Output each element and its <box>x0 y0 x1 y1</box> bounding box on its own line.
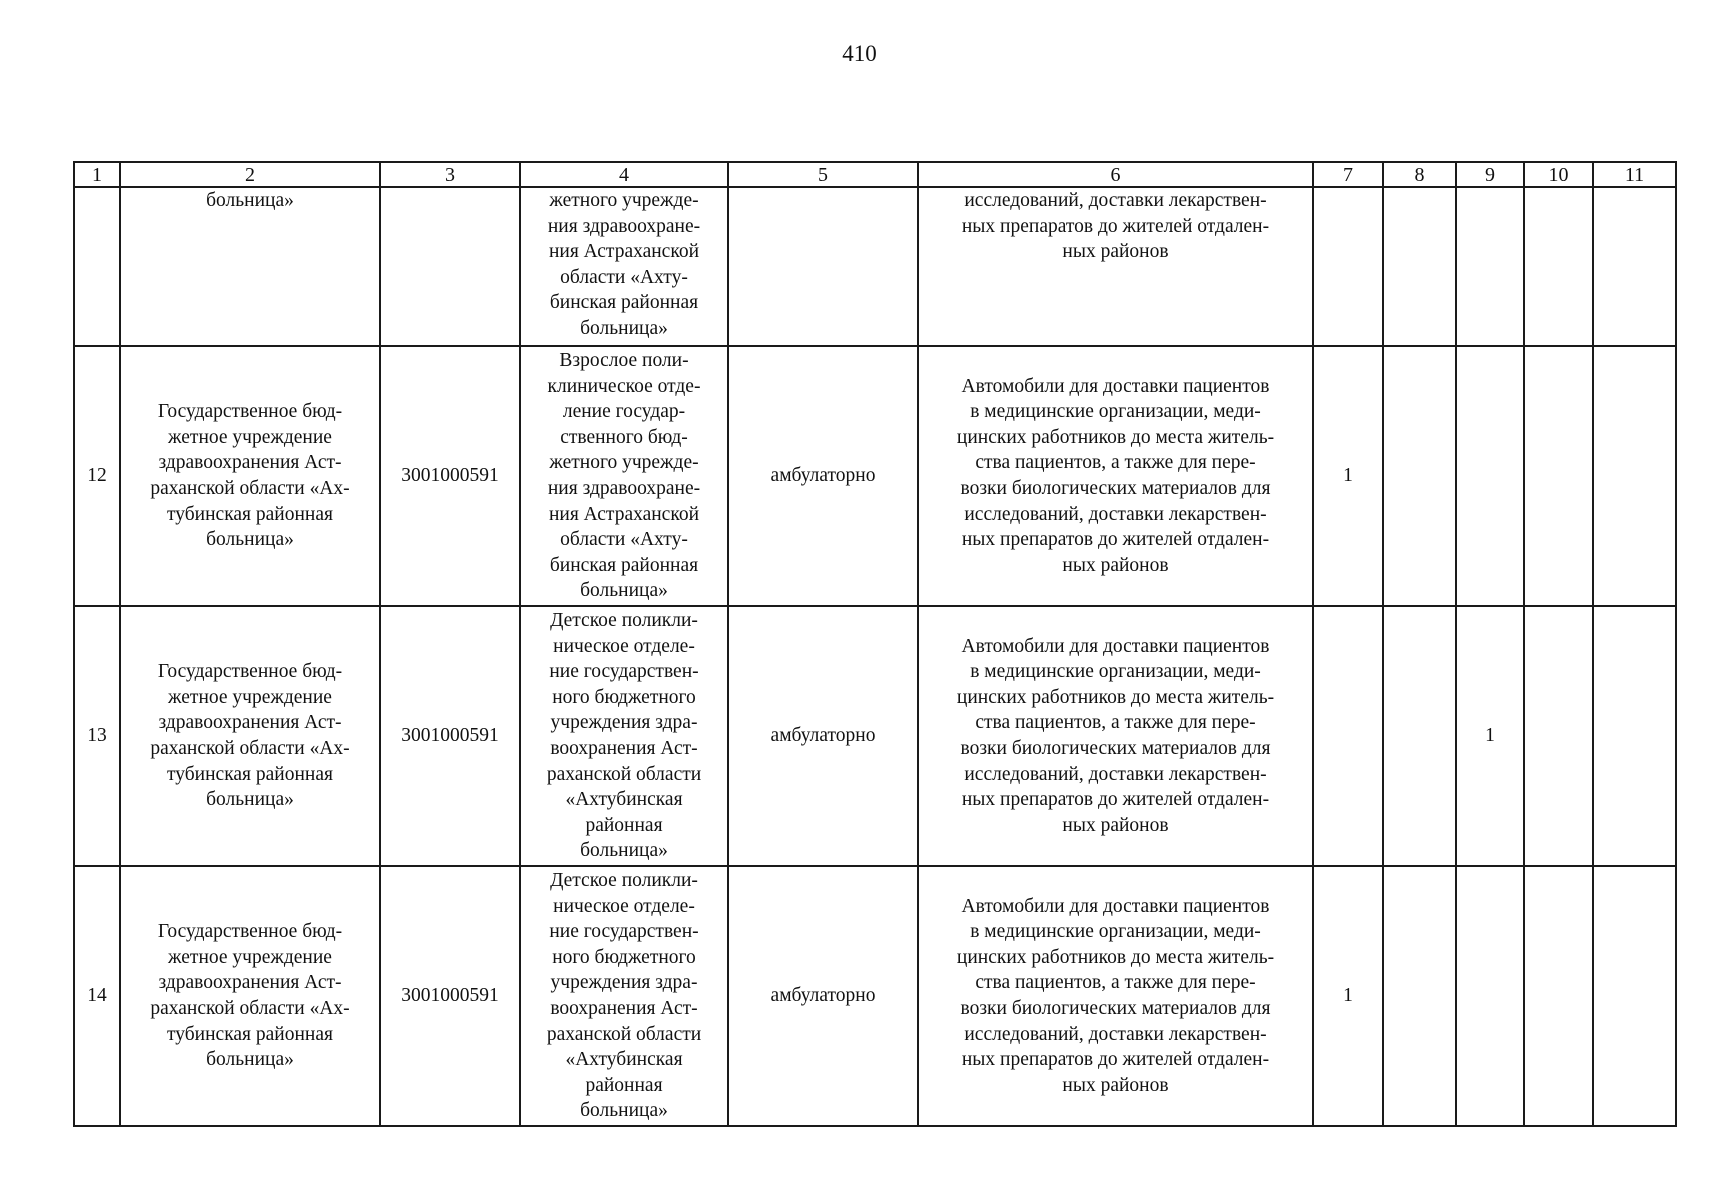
column-number-4: 4 <box>520 162 728 187</box>
column-number-2: 2 <box>120 162 380 187</box>
count-col9-cell: 1 <box>1456 606 1524 866</box>
cont-mode-cell <box>728 187 918 346</box>
organization-cell <box>120 866 380 1126</box>
count-col10-cell <box>1524 606 1593 866</box>
vehicle-purpose-text: Автомобили для доставки пациентов в медицинские организации, меди- цинских работников до места житель- ства пациентов, а также для пере- возки биологических материалов для исследований, доставки лекарствен- ных препаратов до жителей отдален- ных районов <box>956 375 1275 576</box>
department-cell <box>520 346 728 606</box>
vehicle-purpose-cell <box>918 346 1313 606</box>
count-col8-cell <box>1383 606 1456 866</box>
vehicle-purpose-cell <box>918 606 1313 866</box>
organization-cell <box>120 346 380 606</box>
count-col7-cell <box>1313 606 1383 866</box>
care-mode-cell: амбулаторно <box>728 866 918 1126</box>
vehicle-purpose-text: Автомобили для доставки пациентов в медицинские организации, меди- цинских работников до места житель- ства пациентов, а также для пере- возки биологических материалов для исследований, доставки лекарствен- ных препаратов до жителей отдален- ных районов <box>956 635 1275 836</box>
cont-code-cell <box>380 187 520 346</box>
table-row <box>74 346 1676 606</box>
care-mode-cell: амбулаторно <box>728 346 918 606</box>
cont-c7-cell <box>1313 187 1383 346</box>
table-row <box>74 606 1676 866</box>
department-text: Детское поликли- ническое отделе- ние государствен- ного бюджетного учреждения здра- воохранения Аст- раханской области «Ахтубинская районная больница» <box>546 870 702 1122</box>
table-row <box>74 866 1676 1126</box>
row-number: 13 <box>74 606 120 866</box>
row-number: 12 <box>74 346 120 606</box>
code-cell: 3001000591 <box>380 606 520 866</box>
count-col9-cell <box>1456 346 1524 606</box>
continuation-row <box>74 187 1676 346</box>
column-number-7: 7 <box>1313 162 1383 187</box>
cont-org-text: больница» <box>206 190 294 211</box>
cont-c9-cell <box>1456 187 1524 346</box>
vehicle-purpose-cell <box>918 866 1313 1126</box>
organization-text: Государственное бюд- жетное учреждение здравоохранения Аст- раханской области «Ах- тубинская районная больница» <box>150 661 350 811</box>
organization-text: Государственное бюд- жетное учреждение здравоохранения Аст- раханской области «Ах- тубинская районная больница» <box>150 921 350 1071</box>
organization-text: Государственное бюд- жетное учреждение здравоохранения Аст- раханской области «Ах- тубинская районная больница» <box>150 401 350 551</box>
count-col11-cell <box>1593 606 1676 866</box>
vehicle-purpose-text: Автомобили для доставки пациентов в медицинские организации, меди- цинских работников до места житель- ства пациентов, а также для пере- возки биологических материалов для исследований, доставки лекарствен- ных препаратов до жителей отдален- ных районов <box>956 895 1275 1096</box>
count-col9-cell <box>1456 866 1524 1126</box>
count-col7-cell: 1 <box>1313 866 1383 1126</box>
cont-org-cell <box>120 187 380 346</box>
row-number: 14 <box>74 866 120 1126</box>
cont-unit-text: жетного учрежде- ния здравоохране- ния Астраханской области «Ахту- бинская районная больница» <box>547 190 701 339</box>
column-number-11: 11 <box>1593 162 1676 187</box>
cont-c10-cell <box>1524 187 1593 346</box>
department-text: Взрослое поли- клиническое отде- ление государ- ственного бюд- жетного учрежде- ния здравоохране- ния Астраханской области «Ахту- бинская районная больница» <box>547 350 701 602</box>
cont-c8-cell <box>1383 187 1456 346</box>
column-number-10: 10 <box>1524 162 1593 187</box>
column-number-9: 9 <box>1456 162 1524 187</box>
count-col10-cell <box>1524 346 1593 606</box>
count-col11-cell <box>1593 866 1676 1126</box>
column-number-5: 5 <box>728 162 918 187</box>
cont-unit-cell <box>520 187 728 346</box>
column-number-row <box>74 162 1676 187</box>
code-cell: 3001000591 <box>380 346 520 606</box>
count-col10-cell <box>1524 866 1593 1126</box>
cont-c11-cell <box>1593 187 1676 346</box>
department-text: Детское поликли- ническое отделе- ние государствен- ного бюджетного учреждения здра- воохранения Аст- раханской области «Ахтубинская районная больница» <box>546 610 702 862</box>
column-number-3: 3 <box>380 162 520 187</box>
code-cell: 3001000591 <box>380 866 520 1126</box>
column-number-1: 1 <box>74 162 120 187</box>
cont-purpose-cell <box>918 187 1313 346</box>
page-number: 410 <box>842 41 877 66</box>
cont-purpose-text: исследований, доставки лекарствен- ных препаратов до жителей отдален- ных районов <box>961 190 1270 263</box>
count-col8-cell <box>1383 346 1456 606</box>
organization-cell <box>120 606 380 866</box>
care-mode-cell: амбулаторно <box>728 606 918 866</box>
column-number-8: 8 <box>1383 162 1456 187</box>
department-cell <box>520 606 728 866</box>
count-col7-cell: 1 <box>1313 346 1383 606</box>
column-number-6: 6 <box>918 162 1313 187</box>
count-col11-cell <box>1593 346 1676 606</box>
department-cell <box>520 866 728 1126</box>
vehicle-registry-table <box>73 161 1677 1127</box>
count-col8-cell <box>1383 866 1456 1126</box>
cont-num-cell <box>74 187 120 346</box>
